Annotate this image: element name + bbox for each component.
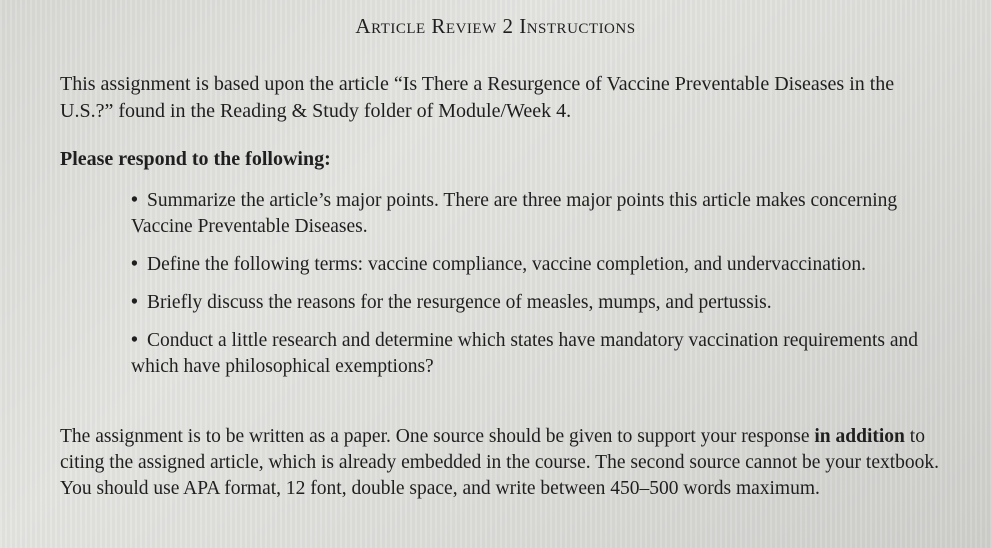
closing-paragraph [60, 424, 970, 502]
bullet-icon: • [131, 254, 138, 275]
bullet-item-discuss [131, 290, 951, 316]
bullet-text: Briefly discuss the reasons for the resurgence of measles, mumps, and pertussis. [147, 292, 772, 313]
closing-text-part1: The assignment is to be written as a paper. One source should be given to support your response [60, 426, 815, 447]
prompt-heading: Please respond to the following: [60, 148, 331, 170]
bullet-icon: • [131, 330, 138, 351]
bullet-item-research [131, 328, 951, 380]
closing-text-part2: to citing the assigned article, which is already embedded in the course. The second source cannot be your textbook. You should use APA format, 12 font, double space, and write between 450–500 words maximum. [60, 426, 940, 499]
bullet-text: Define the following terms: vaccine compliance, vaccine completion, and undervaccination. [147, 254, 867, 275]
bullet-icon: • [131, 190, 138, 211]
bullet-text: Conduct a little research and determine which states have mandatory vaccination requirements and which have philosophical exemptions? [131, 330, 919, 377]
bullet-list [131, 188, 951, 392]
closing-bold-text: in addition [814, 426, 905, 447]
intro-paragraph: This assignment is based upon the article “Is There a Resurgence of Vaccine Preventable Diseases in the U.S.?” found in the Reading & Study folder of Module/Week 4. [60, 73, 895, 122]
bullet-text: Summarize the article’s major points. There are three major points this article makes concerning Vaccine Preventable Diseases. [131, 190, 898, 237]
bullet-item-define [131, 252, 951, 278]
bullet-item-summarize [131, 188, 951, 240]
document-title: Article Review 2 Instructions [355, 14, 636, 38]
bullet-icon: • [131, 292, 138, 313]
